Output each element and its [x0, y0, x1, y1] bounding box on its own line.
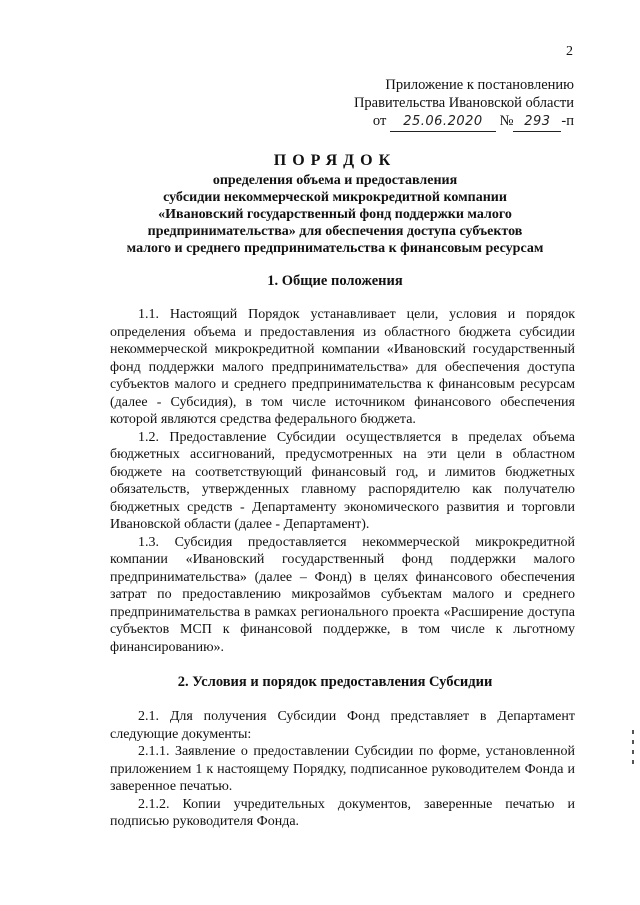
paragraph-2-1: 2.1. Для получения Субсидии Фонд представляет в Департамент следующие документы:	[110, 709, 575, 742]
appendix-number-suffix: -п	[561, 113, 574, 129]
section-heading-general: 1. Общие положения	[267, 273, 403, 289]
section-heading-conditions: 2. Условия и порядок предоставления Субсидии	[177, 674, 493, 690]
paragraph-1-1: 1.1. Настоящий Порядок устанавливает цели, условия и порядок определения объема и предоставления из областного бюджета субсидии некоммерческой микрокредитной компании «Ивановский государственный фонд поддержки малого предпринимательства» для обеспечения доступа субъектов малого и среднего предпринимательства к финансовым ресурсам (далее - Субсидия), в том числе источником финансового обеспечения которой являются средства федерального бюджета.	[110, 307, 575, 427]
title-subtitle-line: определения объема и предоставления	[212, 173, 458, 188]
title-main: ПОРЯДОК	[273, 152, 397, 169]
paragraph-2-1-1: 2.1.1. Заявление о предоставлении Субсидии по форме, установленной приложением 1 к настоящему Порядку, подписанное руководителем Фонда и заверенное печатью.	[110, 744, 575, 794]
section-2-body	[110, 708, 575, 831]
appendix-from-prefix: от	[372, 113, 387, 129]
title-subtitle-line: субсидии некоммерческой микрокредитной компании	[163, 190, 507, 205]
appendix-line-1: Приложение к постановлению	[385, 77, 574, 93]
paragraph-1-2: 1.2. Предоставление Субсидии осуществляется в пределах объема бюджетных ассигнований, предусмотренных на эти цели в областном бюджете на соответствующий финансовый год, и лимитов бюджетных обязательств, утвержденных главному распорядителю как получателю бюджетных средств - Департаменту экономического развития и торговли Ивановской области (далее - Департамент).	[110, 429, 575, 532]
appendix-line-2: Правительства Ивановской области	[353, 95, 574, 111]
title-subtitle-line: малого и среднего предпринимательства к финансовым ресурсам	[126, 241, 544, 256]
section-1-body	[110, 306, 575, 656]
title-subtitle-line: предпринимательства» для обеспечения доступа субъектов	[147, 224, 523, 239]
title-subtitle-line: «Ивановский государственный фонд поддержки малого	[158, 207, 512, 222]
page-number: 2	[566, 44, 573, 59]
paragraph-1-3: 1.3. Субсидия предоставляется некоммерческой микрокредитной компании «Ивановский государственный фонд поддержки малого предпринимательства» (далее – Фонд) в целях финансового обеспечения затрат по предоставлению микрозаймов субъектам малого и среднего предпринимательства в рамках регионального проекта «Расширение доступа субъектов МСП к финансовой поддержке, в том числе к льготному финансированию».	[110, 534, 575, 655]
appendix-line-3	[314, 112, 574, 132]
paragraph-2-1-2: 2.1.2. Копии учредительных документов, заверенные печатью и подписью руководителя Фонда.	[110, 796, 575, 829]
handwritten-date: 25.06.2020	[390, 113, 496, 132]
document-title	[90, 152, 580, 257]
scan-edge-marks	[632, 730, 635, 780]
appendix-block	[314, 76, 574, 132]
handwritten-number: 293	[513, 113, 561, 132]
appendix-number-prefix: №	[499, 113, 514, 129]
